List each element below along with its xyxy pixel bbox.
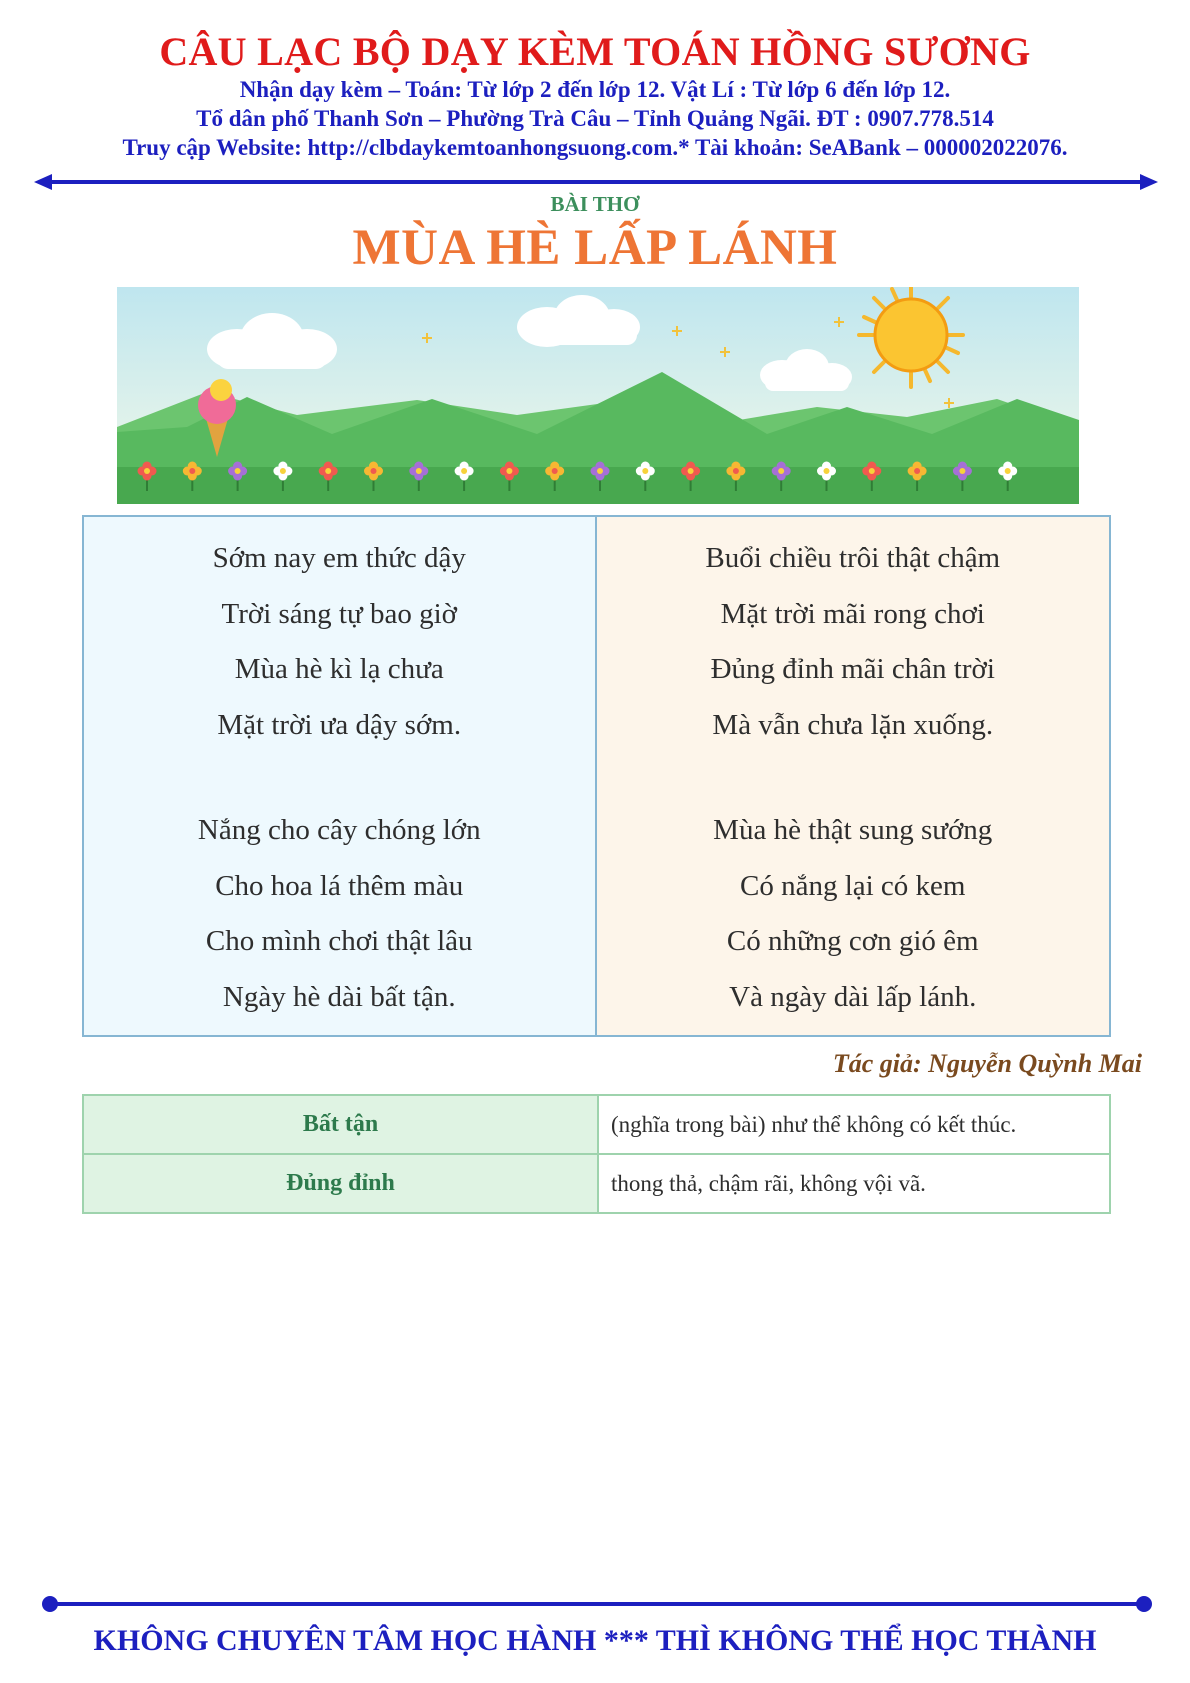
club-name: CÂU LẠC BỘ DẠY KÈM TOÁN HỒNG SƯƠNG xyxy=(159,29,1031,74)
poem-author: Tác giả: Nguyễn Quỳnh Mai xyxy=(832,1049,1142,1078)
verse-line: Mùa hè kì lạ chưa xyxy=(234,653,444,685)
summer-landscape-illustration xyxy=(117,287,1079,504)
verse-line: Cho hoa lá thêm màu xyxy=(215,869,464,902)
verse-line: Mùa hè thật sung sướng xyxy=(713,814,993,846)
poem-label: BÀI THƠ xyxy=(550,192,640,216)
footer-motto: KHÔNG CHUYÊN TÂM HỌC HÀNH *** THÌ KHÔNG THỂ HỌC THÀNH xyxy=(93,1624,1097,1657)
glossary-table xyxy=(82,1094,1111,1214)
club-address-phone: Tổ dân phố Thanh Sơn – Phường Trà Câu – Tỉnh Quảng Ngãi. ĐT : 0907.778.514 xyxy=(196,106,994,131)
glossary-definition: thong thả, chậm rãi, không vội vã. xyxy=(598,1154,1110,1213)
header-divider-arrow xyxy=(34,172,1158,192)
verse-line: Có những cơn gió êm xyxy=(726,925,979,957)
poem-body xyxy=(82,515,1111,1037)
verse-line: Mặt trời ưa dậy sớm. xyxy=(217,708,462,741)
footer-divider xyxy=(40,1592,1154,1616)
verse-line: Có nắng lại có kem xyxy=(739,869,966,902)
glossary-row xyxy=(83,1154,1110,1213)
verse-line: Sớm nay em thức dậy xyxy=(212,542,466,574)
verse-line: Mặt trời mãi rong chơi xyxy=(720,597,985,630)
verse-line: Cho mình chơi thật lâu xyxy=(205,925,473,957)
verse-line: Nắng cho cây chóng lớn xyxy=(197,814,481,846)
verse-line: Trời sáng tự bao giờ xyxy=(221,597,457,630)
verse-line: Buổi chiều trôi thật chậm xyxy=(705,542,1001,574)
glossary-term: Đủng đỉnh xyxy=(83,1154,598,1213)
glossary-definition: (nghĩa trong bài) như thể không có kết thúc. xyxy=(598,1095,1110,1154)
verse-line: Và ngày dài lấp lánh. xyxy=(729,980,977,1013)
verse-line: Ngày hè dài bất tận. xyxy=(222,980,456,1013)
tutoring-subjects: Nhận dạy kèm – Toán: Từ lớp 2 đến lớp 12. Vật Lí : Từ lớp 6 đến lớp 12. xyxy=(239,77,951,102)
glossary-term: Bất tận xyxy=(83,1095,598,1154)
website-bank-account: Truy cập Website: http://clbdaykemtoanhongsuong.com.* Tài khoản: SeABank – 000002022076. xyxy=(122,135,1068,160)
verse-line: Đủng đỉnh mãi chân trời xyxy=(710,653,995,685)
glossary-row xyxy=(83,1095,1110,1154)
verse-line: Mà vẫn chưa lặn xuống. xyxy=(712,708,994,741)
poem-column-right xyxy=(597,517,1110,1035)
poem-title: MÙA HÈ LẤP LÁNH xyxy=(352,220,838,276)
poem-column-left xyxy=(84,517,597,1035)
